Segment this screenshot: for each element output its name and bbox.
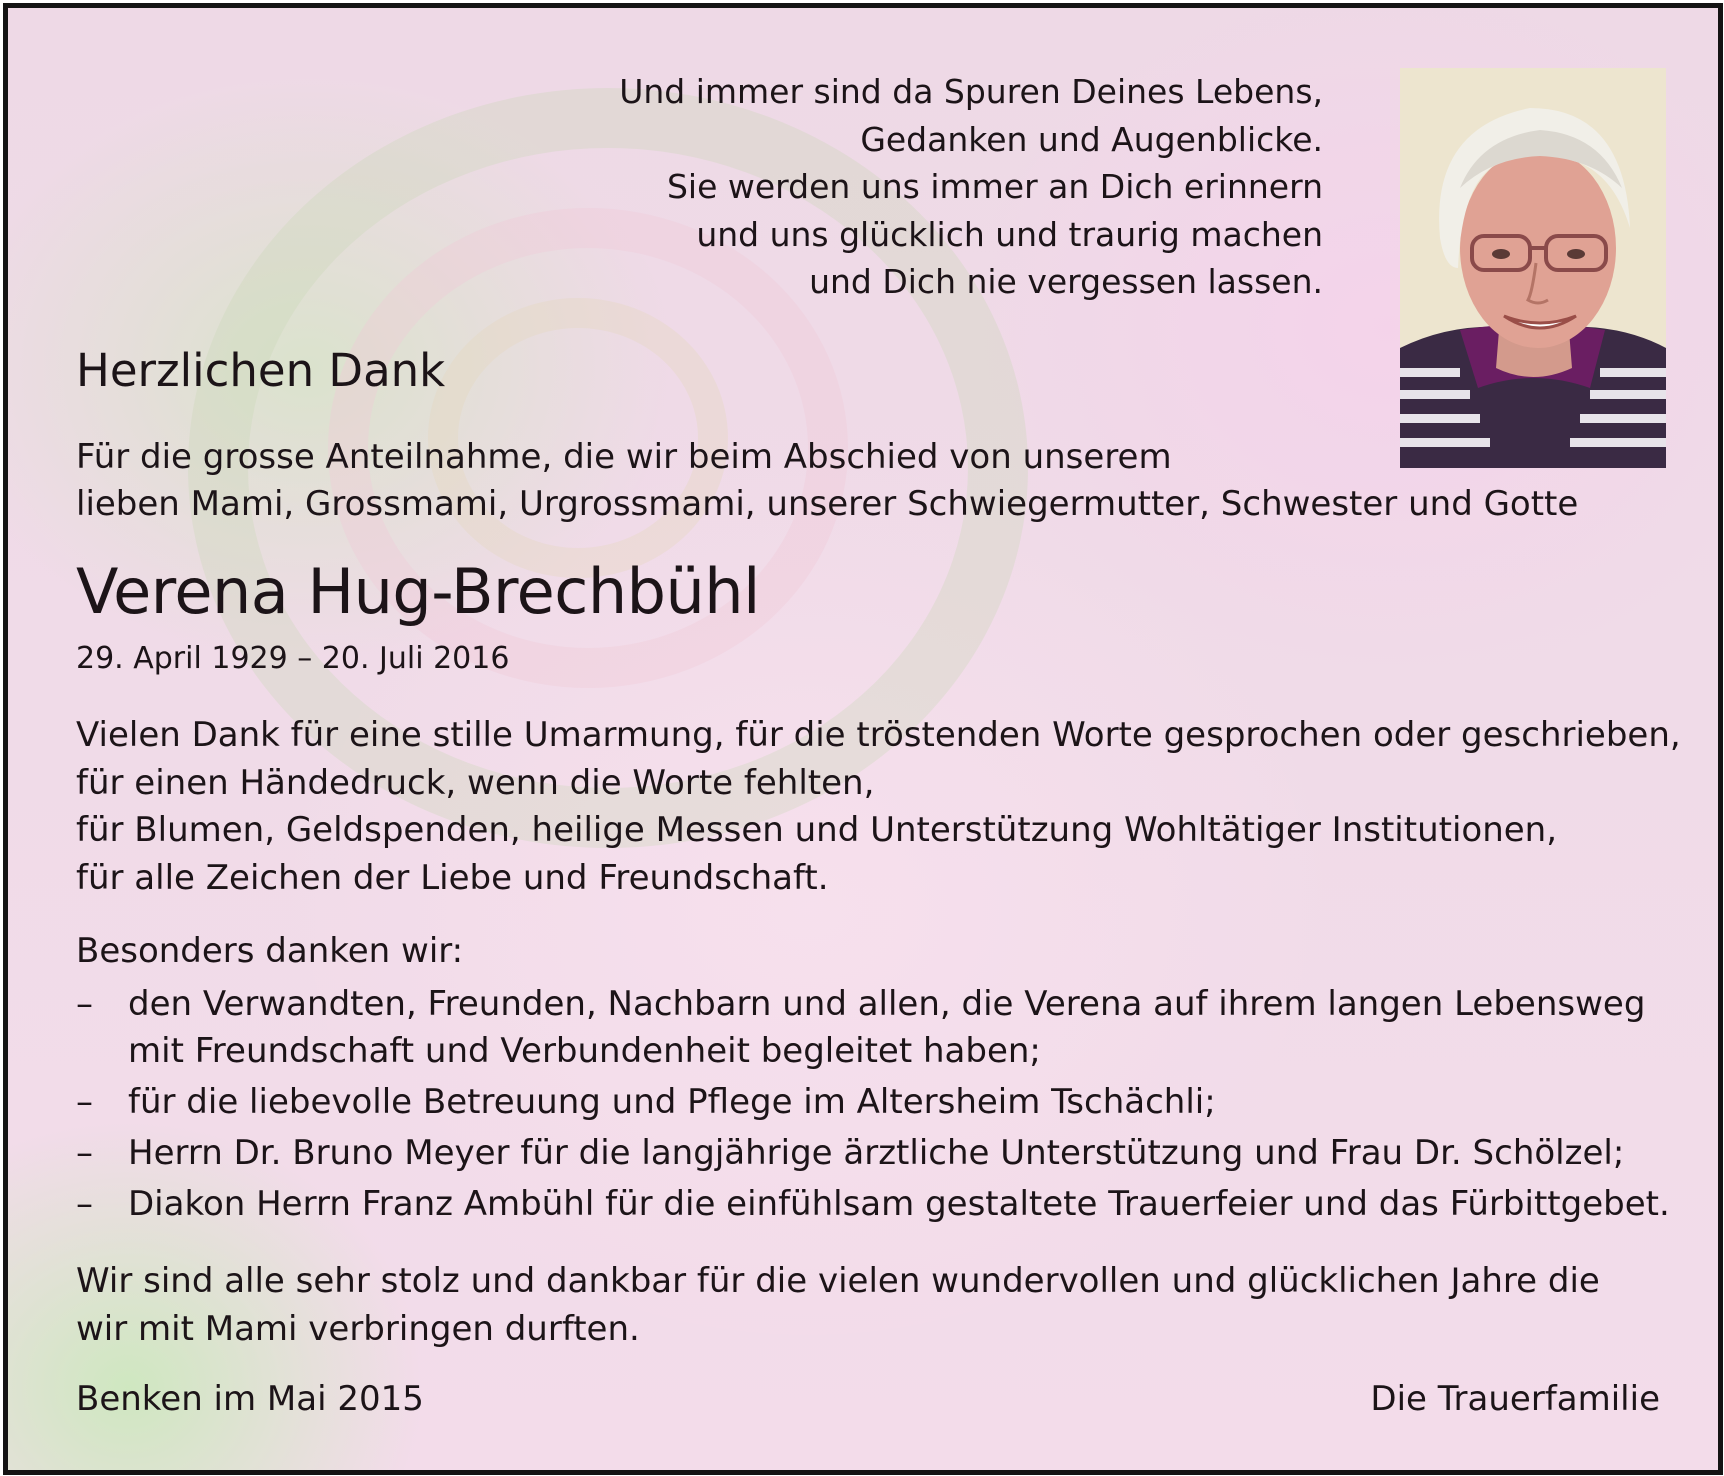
closing-line: wir mit Mami verbringen durften. <box>76 1308 640 1349</box>
dash-bullet: – <box>76 1184 93 1224</box>
list-item-text: mit Freundschaft und Verbundenheit begleitet haben; <box>128 1031 1041 1071</box>
deceased-name: Verena Hug-Brechbühl <box>76 555 760 628</box>
special-thanks-title: Besonders danken wir: <box>76 931 464 971</box>
signature: Die Trauerfamilie <box>1370 1379 1660 1419</box>
poem-line: Und immer sind da Spuren Deines Lebens, <box>619 72 1323 111</box>
intro-line: Für die grosse Anteilnahme, die wir beim Abschied von unserem <box>76 437 1172 477</box>
special-thanks-list <box>76 981 1671 1232</box>
list-item <box>76 1079 1671 1126</box>
list-item <box>76 981 1671 1075</box>
list-item-text: Herrn Dr. Bruno Meyer für die langjährige ärztliche Unterstützung und Frau Dr. Schölzel; <box>128 1133 1625 1173</box>
list-item-text: für die liebevolle Betreuung und Pflege im Altersheim Tschächli; <box>128 1082 1216 1122</box>
list-item-text: den Verwandten, Freunden, Nachbarn und allen, die Verena auf ihrem langen Lebensweg <box>128 984 1646 1024</box>
list-item-text: Diakon Herrn Franz Ambühl für die einfühlsam gestaltete Trauerfeier und das Fürbittgebet. <box>128 1184 1670 1224</box>
dash-bullet: – <box>76 1133 93 1173</box>
closing-paragraph <box>76 1258 1600 1353</box>
thanks-paragraph <box>76 712 1681 902</box>
thanks-line: für alle Zeichen der Liebe und Freundschaft. <box>76 857 829 898</box>
thanks-line: für einen Händedruck, wenn die Worte fehlten, <box>76 762 875 803</box>
dash-bullet: – <box>76 984 93 1024</box>
portrait-illustration <box>1400 68 1666 468</box>
place-date: Benken im Mai 2015 <box>76 1379 424 1419</box>
dash-bullet: – <box>76 1082 93 1122</box>
poem-line: und uns glücklich und traurig machen <box>696 214 1323 254</box>
thanks-line: Vielen Dank für eine stille Umarmung, für die tröstenden Worte gesprochen oder geschrieben, <box>76 715 1681 755</box>
poem <box>619 68 1323 306</box>
obituary-card <box>3 3 1723 1475</box>
list-item <box>76 1181 1671 1228</box>
poem-line: Gedanken und Augenblicke. <box>860 119 1323 159</box>
poem-line: und Dich nie vergessen lassen. <box>809 262 1323 301</box>
heading-thanks: Herzlichen Dank <box>76 344 446 397</box>
portrait-photo <box>1400 68 1666 468</box>
list-item <box>76 1130 1671 1177</box>
closing-line: Wir sind alle sehr stolz und dankbar für die vielen wundervollen und glücklichen Jahre die <box>76 1261 1600 1301</box>
intro-text <box>76 434 1578 528</box>
life-dates: 29. April 1929 – 20. Juli 2016 <box>76 641 510 676</box>
thanks-line: für Blumen, Geldspenden, heilige Messen und Unterstützung Wohltätiger Institutionen, <box>76 810 1558 850</box>
intro-line: lieben Mami, Grossmami, Urgrossmami, unserer Schwiegermutter, Schwester und Gotte <box>76 484 1579 524</box>
poem-line: Sie werden uns immer an Dich erinnern <box>666 167 1323 206</box>
